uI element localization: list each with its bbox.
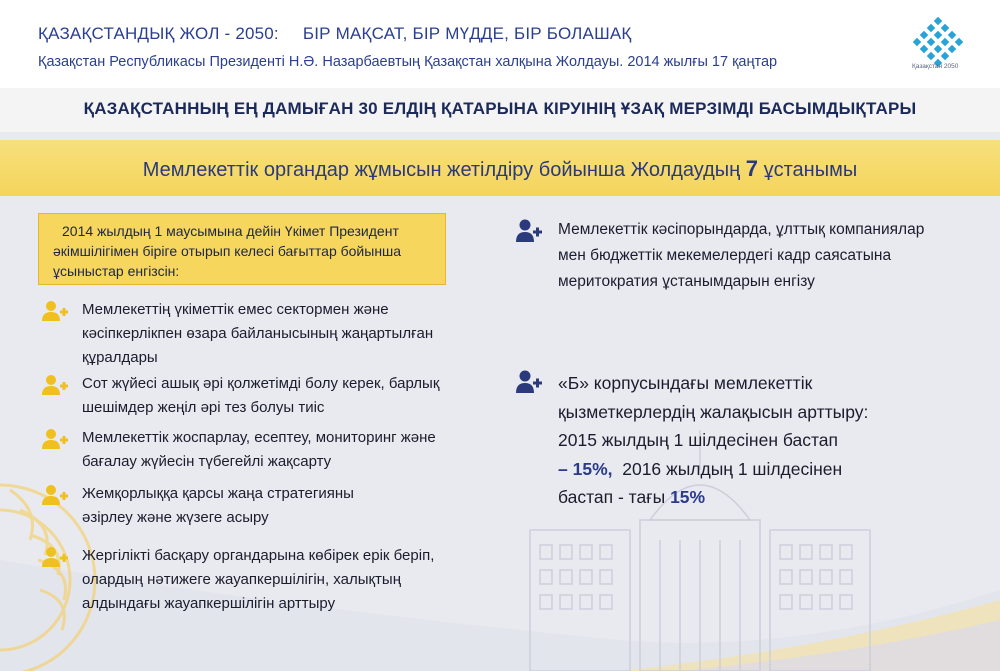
item-line: кәсіпкерлікпен өзара байланысының жаңартылған [82, 325, 434, 342]
add-person-icon [516, 370, 542, 394]
item-line: мен бюджеттік мекемелердегі кадр саясатына [558, 247, 892, 264]
item-line: олардың нәтижеге жауапкершілігін, халықтың [82, 571, 401, 588]
item-line: Мемлекеттік жоспарлау, есептеу, мониторинг және [82, 429, 436, 446]
list-item [82, 426, 436, 474]
intro-box [38, 213, 446, 285]
header-subtitle: Қазақстан Республикасы Президенті Н.Ә. Назарбаевтың Қазақстан халқына Жолдауы. 2014 жылғы 17 қаңтар [38, 54, 778, 70]
add-person-icon [42, 484, 68, 506]
item-line: Жергілікті басқару органдарына көбірек ерік беріп, [82, 547, 435, 564]
salary-percent-2016: 15% [670, 487, 706, 507]
header-title-right: БІР МАҚСАТ, БІР МҮДДЕ, БІР БОЛАШАҚ [302, 24, 632, 43]
salary-line [558, 483, 868, 512]
header-title-left: ҚАЗАҚСТАНДЫҚ ЖОЛ - 2050: [38, 24, 279, 43]
band-text-before: Мемлекеттік органдар жұмысын жетілдіру бойынша Жолдаудың [142, 159, 746, 181]
salary-line: 2015 жылдың 1 шілдесінен бастап [558, 430, 838, 450]
salary-dash: – [558, 458, 573, 479]
item-line: шешімдер жеңіл әрі тез болуы тиіс [82, 399, 325, 416]
item-line: әзірлеу және жүзеге асыру [82, 509, 269, 526]
main-title: ҚАЗАҚСТАННЫҢ ЕҢ ДАМЫҒАН 30 ЕЛДІҢ ҚАТАРЫНА КІРУІНІҢ ҰЗАҚ МЕРЗІМДІ БАСЫМДЫҚТАРЫ [83, 99, 917, 118]
item-line: бағалау жүйесін түбегейлі жақсарту [82, 453, 332, 470]
intro-line: әкімшілігімен біріге отырып келесі бағыттар бойынша [53, 243, 402, 259]
add-person-icon [42, 374, 68, 396]
salary-line: «Б» корпусындағы мемлекеттік [558, 373, 813, 393]
salary-text-again: бастап - тағы [558, 487, 671, 507]
list-item [82, 298, 433, 370]
band-number: 7 [745, 156, 759, 181]
list-item [82, 544, 434, 616]
salary-percent-2015: 15%, [572, 458, 613, 479]
header [0, 0, 1000, 88]
band-text-after: ұстанымы [758, 159, 858, 181]
list-item [82, 372, 439, 420]
list-item [82, 482, 354, 530]
add-person-icon [42, 546, 68, 568]
list-item [558, 217, 924, 295]
intro-line: 2014 жылдың 1 маусымына дейін Үкімет Президент [62, 223, 399, 239]
header-title [38, 24, 632, 44]
salary-line [558, 455, 868, 484]
item-line: Мемлекеттің үкіметтік емес сектормен және [82, 301, 389, 318]
item-line: Мемлекеттік кәсіпорындарда, ұлттық компаниялар [558, 221, 925, 238]
item-line: алдындағы жауапкершілігін арттыру [82, 595, 336, 612]
salary-line: қызметкерлердің жалақысын арттыру: [558, 401, 869, 422]
add-person-icon [42, 300, 68, 322]
add-person-icon [42, 428, 68, 450]
logo-text: Қазақстан 2050 [912, 63, 959, 70]
salary-text-2016: 2016 жылдың 1 шілдесінен [612, 458, 843, 479]
item-line: құралдары [82, 349, 158, 366]
band-text [0, 156, 1000, 182]
intro-line: ұсыныстар енгізсін: [53, 263, 180, 279]
add-person-icon [516, 219, 542, 243]
item-line: меритократия ұстанымдарын енгізу [558, 273, 815, 290]
item-line: Жемқорлыққа қарсы жаңа стратегияны [82, 485, 354, 502]
salary-block [558, 369, 868, 512]
item-line: Сот жүйесі ашық әрі қолжетімді болу керек, барлық [82, 375, 440, 392]
